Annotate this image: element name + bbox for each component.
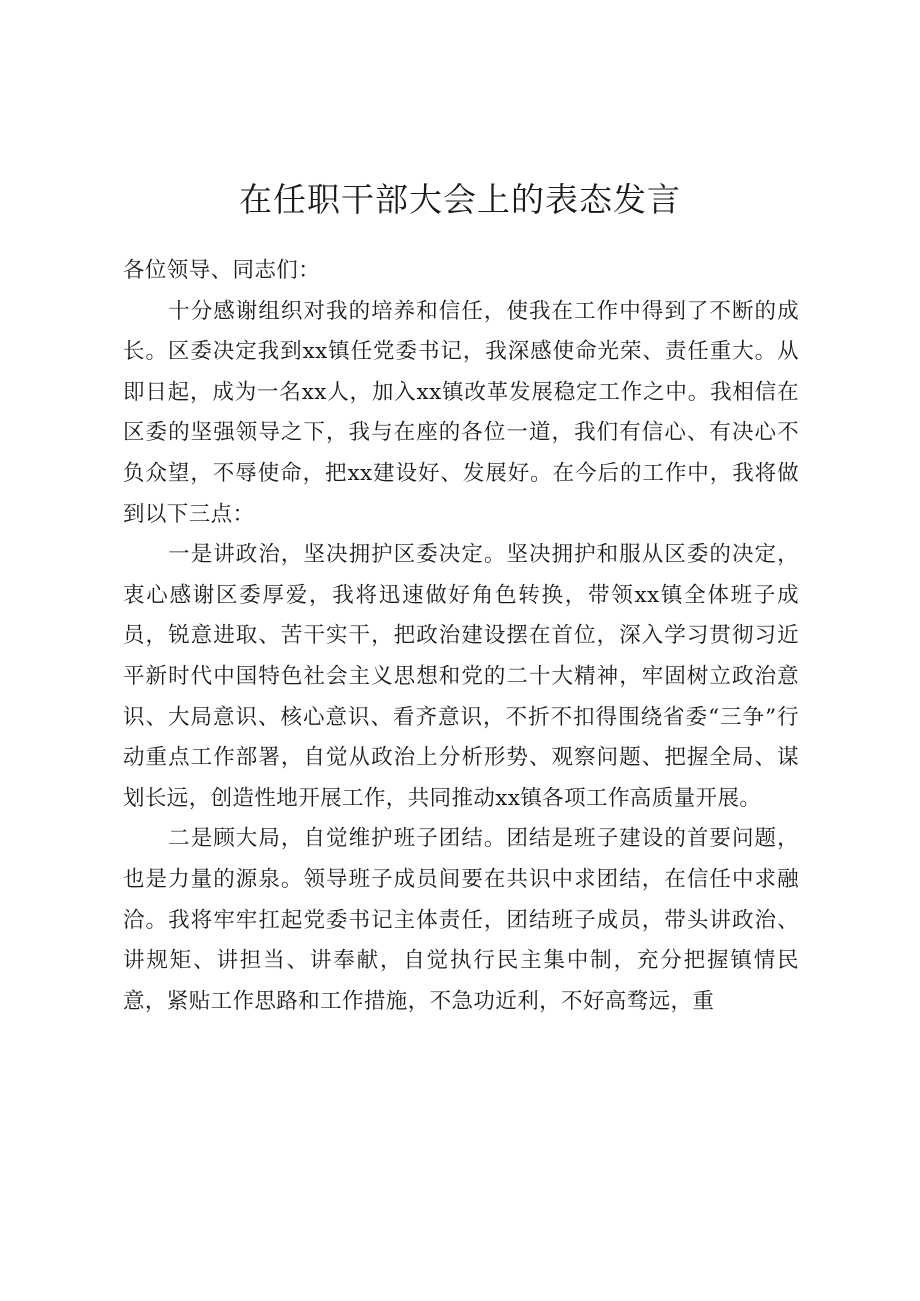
paragraph-point-one: 一是讲政治，坚决拥护区委决定。坚决拥护和服从区委的决定，衷心感谢区委厚爱，我将迅速做好角色转换，带领xx镇全体班子成员，锐意进取、苦干实干，把政治建设摆在首位，深入学习贯彻习近平新时代中国特色社会主义思想和党的二十大精神，牢固树立政治意识、大局意识、核心意识、看齐意识，不折不扣得围绕省委“三争”行动重点工作部署，自觉从政治上分析形势、观察问题、把握全局、谋划长远，创造性地开展工作，共同推动xx镇各项工作高质量开展。 [123,542,799,811]
salutation: 各位领导、同志们： [123,258,321,283]
document-body [123,251,799,1022]
document-title: 在任职干部大会上的表态发言 [239,180,681,219]
paragraph-intro: 十分感谢组织对我的培养和信任，使我在工作中得到了不断的成长。区委决定我到xx镇任党委书记，我深感使命光荣、责任重大。从即日起，成为一名xx人，加入xx镇改革发展稳定工作之中。我相信在区委的坚强领导之下，我与在座的各位一道，我们有信心、有决心不负众望，不辱使命，把xx建设好、发展好。在今后的工作中，我将做到以下三点： [123,298,799,527]
paragraph-point-two: 二是顾大局，自觉维护班子团结。团结是班子建设的首要问题，也是力量的源泉。领导班子成员间要在共识中求团结，在信任中求融洽。我将牢牢扛起党委书记主体责任，团结班子成员，带头讲政治、讲规矩、讲担当、讲奉献，自觉执行民主集中制，充分把握镇情民意，紧贴工作思路和工作措施，不急功近利，不好高骛远，重 [123,826,799,1014]
